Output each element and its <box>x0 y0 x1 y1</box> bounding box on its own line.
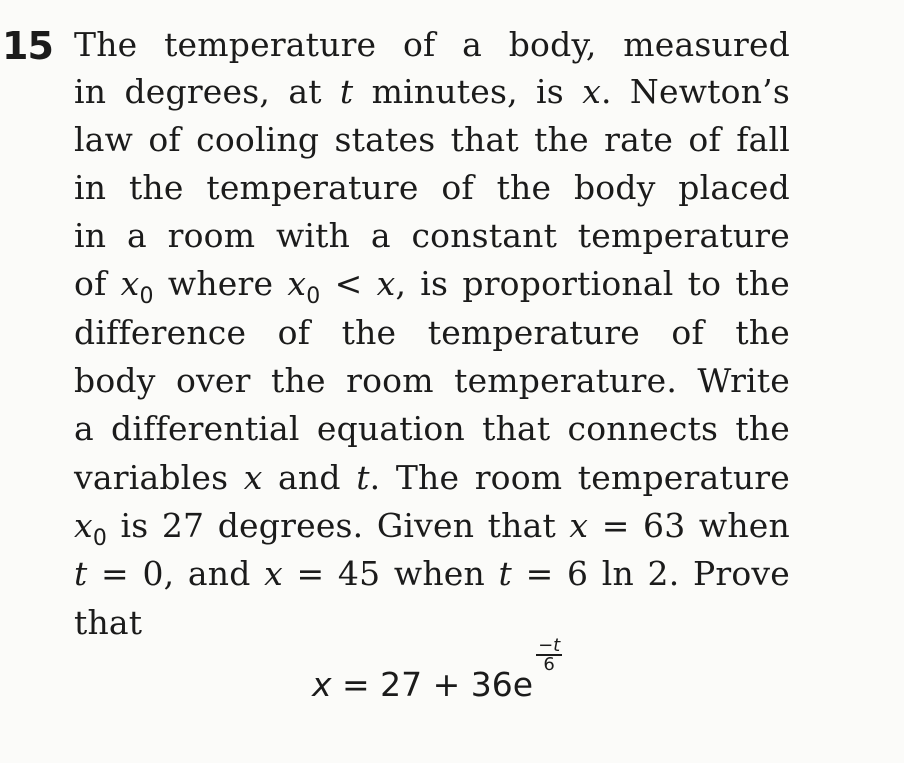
text-line-10: variables x and t. The room temperature <box>74 458 790 497</box>
text-line-11: $x_0$ is 27 degrees. Given that x = 63 when <box>74 506 790 551</box>
text-line-5: in a room with a constant temperature <box>74 216 790 255</box>
exponent-numerator: −t <box>538 635 561 656</box>
text-line-8: body over the room temperature. Write <box>74 361 790 400</box>
text-line-2: in degrees, at t minutes, is x. Newton’s <box>74 72 790 111</box>
exponent-denominator: 6 <box>543 654 555 675</box>
text-line-3: law of cooling states that the rate of fall <box>74 120 790 159</box>
result-formula <box>312 635 562 708</box>
text-line-9: a differential equation that connects the <box>74 409 790 448</box>
formula-rhs: = 27 + 36e <box>331 665 534 704</box>
question-number: 15 <box>2 24 53 68</box>
text-line-7: difference of the temperature of the <box>74 313 790 352</box>
formula-lhs: x <box>312 665 332 704</box>
text-line-1: The temperature of a body, measured <box>74 25 790 64</box>
formula-exponent <box>536 637 562 673</box>
text-line-13: that <box>74 603 143 642</box>
text-line-6: of $x_0$ where $x_0 < x$, is proportional to the <box>74 264 791 309</box>
text-line-12: t = 0, and x = 45 when t = 6 ln 2. Prove <box>74 554 790 593</box>
text-line-4: in the temperature of the body placed <box>74 168 790 207</box>
